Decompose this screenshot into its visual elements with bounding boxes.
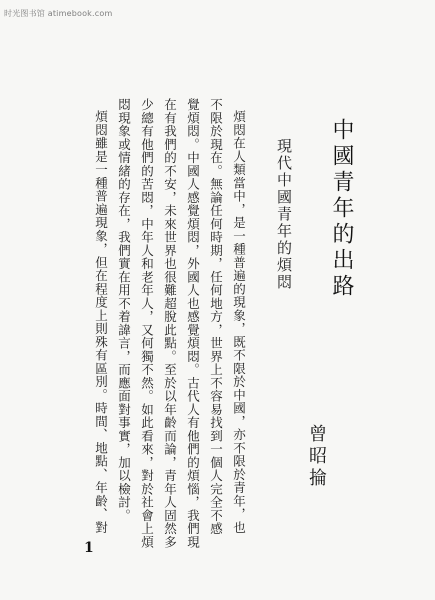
body-line: 覺煩悶。中國人感覺煩悶，外國人也感覺煩悶。古代人有他們的煩惱，我們現 bbox=[185, 98, 201, 549]
article-subtitle: 現代中國青年的煩悶 bbox=[275, 138, 293, 291]
author-name: 曾昭掄 bbox=[306, 424, 327, 490]
body-line: 在有我們的不安，未來世界也很難超脫此點。至於以年齡而論，青年人固然多 bbox=[162, 98, 178, 549]
body-line: 煩悶雖是一種普遍現象，但在程度上則殊有區別。時間、地點、年齡、對 bbox=[93, 110, 109, 534]
watermark: 时光图书馆 atimebook.com bbox=[4, 9, 113, 18]
body-line: 煩悶在人類當中，是一種普遍的現象，既不限於中國，亦不限於青年，也 bbox=[231, 110, 247, 534]
page-number: 1 bbox=[84, 540, 94, 556]
body-line: 悶現象或情緒的存在，我們實在用不着諱言，而應面對事實，加以檢討。 bbox=[116, 98, 132, 522]
body-line: 不限於現在。無論任何時期，任何地方，世界上不容易找到一個人完全不感 bbox=[208, 98, 224, 536]
article-title: 中國青年的出路 bbox=[329, 118, 354, 300]
body-line: 少總有他們的苦悶，中年人和老年人，又何獨不然。如此看來，對於社會上煩 bbox=[139, 98, 155, 549]
